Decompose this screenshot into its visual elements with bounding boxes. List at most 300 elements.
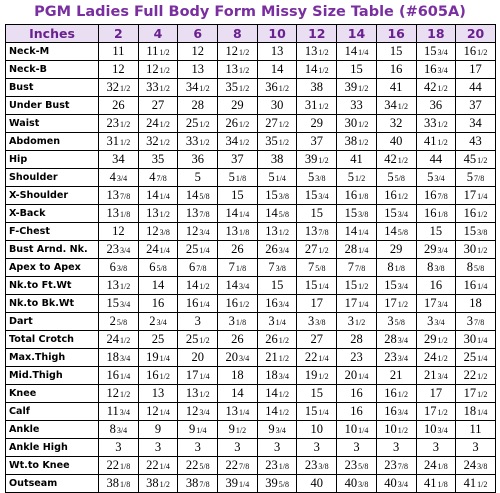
measurement-value bbox=[178, 259, 218, 277]
size-header: 12 bbox=[297, 25, 337, 43]
fraction: 1/4 bbox=[159, 354, 170, 364]
fraction: 1/2 bbox=[358, 84, 369, 94]
measurement-value bbox=[218, 331, 258, 349]
fraction: 3/8 bbox=[275, 264, 286, 274]
fraction: 1/8 bbox=[394, 264, 405, 274]
fraction: 1/2 bbox=[477, 246, 488, 256]
measurement-value bbox=[257, 151, 297, 169]
whole-number: 3 bbox=[347, 314, 354, 329]
whole-number: 40 bbox=[310, 476, 324, 491]
whole-number: 23 bbox=[106, 116, 119, 131]
measurement-value bbox=[456, 331, 496, 349]
measurement-value bbox=[416, 79, 456, 97]
whole-number: 12 bbox=[191, 44, 204, 59]
measurement-value bbox=[416, 439, 456, 457]
measurement-value bbox=[337, 61, 377, 79]
fraction: 1/2 bbox=[354, 174, 366, 184]
fraction: 1/4 bbox=[318, 408, 329, 418]
whole-number: 15 bbox=[310, 386, 324, 401]
fraction: 1/4 bbox=[159, 462, 170, 472]
fraction: 3/4 bbox=[437, 66, 448, 76]
measurement-value bbox=[99, 223, 139, 241]
measurement-value bbox=[218, 205, 258, 223]
measurement-value bbox=[257, 223, 297, 241]
whole-number: 7 bbox=[228, 260, 235, 275]
measurement-value bbox=[297, 277, 337, 295]
table-body bbox=[6, 43, 496, 493]
measurement-value bbox=[178, 169, 218, 187]
fraction: 1/4 bbox=[358, 246, 369, 256]
fraction: 1/2 bbox=[354, 318, 366, 328]
measurement-value bbox=[178, 313, 218, 331]
whole-number: 24 bbox=[146, 116, 159, 131]
measurement-value bbox=[99, 115, 139, 133]
measurement-value bbox=[138, 61, 178, 79]
measurement-value bbox=[337, 169, 377, 187]
whole-number: 38 bbox=[106, 476, 119, 491]
measurement-name: Calf bbox=[6, 403, 99, 421]
measurement-value bbox=[337, 349, 377, 367]
measurement-value bbox=[337, 457, 377, 475]
whole-number: 38 bbox=[270, 152, 284, 167]
measurement-value bbox=[178, 43, 218, 61]
whole-number: 38 bbox=[185, 476, 199, 491]
fraction: 3/4 bbox=[434, 318, 445, 328]
fraction: 1/4 bbox=[477, 354, 488, 364]
whole-number: 5 bbox=[194, 170, 201, 185]
measurement-name: Outseam bbox=[6, 475, 99, 493]
measurement-value bbox=[376, 169, 416, 187]
whole-number: 24 bbox=[423, 350, 437, 365]
whole-number: 34 bbox=[185, 80, 199, 95]
fraction: 1/4 bbox=[199, 246, 210, 256]
whole-number: 13 bbox=[106, 188, 119, 203]
whole-number: 13 bbox=[225, 404, 239, 419]
measurement-value bbox=[178, 349, 218, 367]
whole-number: 15 bbox=[350, 62, 363, 77]
fraction: 1/2 bbox=[437, 84, 448, 94]
measurement-value bbox=[257, 457, 297, 475]
measurement-value bbox=[99, 457, 139, 475]
fraction: 1/2 bbox=[119, 390, 131, 400]
whole-number: 29 bbox=[423, 242, 437, 257]
measurement-value bbox=[456, 223, 496, 241]
measurement-name: Neck-B bbox=[6, 61, 99, 79]
whole-number: 9 bbox=[188, 422, 196, 437]
fraction: 1/2 bbox=[278, 138, 289, 148]
whole-number: 10 bbox=[423, 422, 437, 437]
measurement-value bbox=[218, 259, 258, 277]
whole-number: 23 bbox=[344, 458, 358, 473]
whole-number: 21 bbox=[265, 350, 278, 365]
measurement-value bbox=[416, 97, 456, 115]
measurement-value bbox=[337, 133, 377, 151]
measurement-value bbox=[337, 79, 377, 97]
measurement-name: Apex to Apex bbox=[6, 259, 99, 277]
header-label: Inches bbox=[6, 25, 99, 43]
measurement-value bbox=[456, 295, 496, 313]
fraction: 1/2 bbox=[437, 138, 448, 148]
whole-number: 18 bbox=[463, 404, 477, 419]
fraction: 1/2 bbox=[358, 282, 369, 292]
fraction: 1/2 bbox=[437, 408, 448, 418]
measurement-value bbox=[99, 187, 139, 205]
measurement-value bbox=[178, 97, 218, 115]
measurement-value bbox=[218, 457, 258, 475]
fraction: 1/2 bbox=[397, 102, 409, 112]
fraction: 1/2 bbox=[235, 426, 247, 436]
measurement-value bbox=[178, 439, 218, 457]
measurement-value bbox=[138, 295, 178, 313]
measurement-value bbox=[297, 97, 337, 115]
fraction: 3/4 bbox=[116, 426, 128, 436]
fraction: 1/4 bbox=[358, 426, 369, 436]
whole-number: 15 bbox=[344, 206, 358, 221]
whole-number: 5 bbox=[427, 170, 434, 185]
table-row bbox=[6, 97, 496, 115]
fraction: 1/2 bbox=[397, 300, 409, 310]
fraction: 3/4 bbox=[239, 354, 250, 364]
measurement-value bbox=[257, 439, 297, 457]
measurement-value bbox=[376, 61, 416, 79]
whole-number: 31 bbox=[304, 98, 318, 113]
whole-number: 14 bbox=[225, 206, 239, 221]
measurement-value bbox=[297, 133, 337, 151]
measurement-value bbox=[376, 295, 416, 313]
whole-number: 14 bbox=[231, 386, 244, 401]
whole-number: 28 bbox=[350, 332, 363, 347]
whole-number: 45 bbox=[463, 152, 477, 167]
measurement-value bbox=[376, 367, 416, 385]
whole-number: 39 bbox=[344, 80, 358, 95]
measurement-value bbox=[138, 43, 178, 61]
size-header: 8 bbox=[218, 25, 258, 43]
whole-number: 3 bbox=[234, 440, 241, 455]
fraction: 7/8 bbox=[318, 228, 329, 238]
whole-number: 12 bbox=[185, 224, 199, 239]
measurement-name: Dart bbox=[6, 313, 99, 331]
measurement-value bbox=[218, 367, 258, 385]
fraction: 1/2 bbox=[477, 390, 488, 400]
measurement-value bbox=[257, 403, 297, 421]
whole-number: 17 bbox=[423, 404, 437, 419]
measurement-value bbox=[138, 367, 178, 385]
measurement-value bbox=[416, 295, 456, 313]
whole-number: 15 bbox=[429, 224, 443, 239]
fraction: 3/8 bbox=[159, 228, 170, 238]
measurement-value bbox=[456, 403, 496, 421]
whole-number: 3 bbox=[427, 314, 434, 329]
measurement-value bbox=[218, 61, 258, 79]
whole-number: 22 bbox=[106, 458, 119, 473]
measurement-value bbox=[297, 475, 337, 493]
fraction: 1/8 bbox=[235, 264, 247, 274]
measurement-value bbox=[416, 169, 456, 187]
measurement-value bbox=[297, 385, 337, 403]
measurement-value bbox=[376, 331, 416, 349]
whole-number: 12 bbox=[225, 44, 239, 59]
whole-number: 32 bbox=[106, 80, 119, 95]
fraction: 1/8 bbox=[437, 210, 448, 220]
measurement-value bbox=[456, 457, 496, 475]
measurement-value bbox=[416, 421, 456, 439]
measurement-value bbox=[297, 169, 337, 187]
whole-number: 18 bbox=[265, 368, 278, 383]
measurement-value bbox=[337, 295, 377, 313]
fraction: 1/4 bbox=[239, 480, 250, 490]
measurement-value bbox=[416, 151, 456, 169]
fraction: 3/4 bbox=[275, 426, 286, 436]
whole-number: 21 bbox=[423, 368, 437, 383]
fraction: 1/2 bbox=[159, 66, 170, 76]
table-row bbox=[6, 205, 496, 223]
whole-number: 25 bbox=[185, 332, 199, 347]
measurement-value bbox=[297, 439, 337, 457]
fraction: 5/8 bbox=[156, 264, 167, 274]
fraction: 1/4 bbox=[358, 372, 369, 382]
table-row bbox=[6, 457, 496, 475]
measurement-value bbox=[376, 421, 416, 439]
measurement-value bbox=[257, 115, 297, 133]
whole-number: 41 bbox=[389, 80, 403, 95]
fraction: 3/8 bbox=[116, 264, 128, 274]
measurement-value bbox=[257, 43, 297, 61]
measurement-value bbox=[297, 241, 337, 259]
measurement-value bbox=[456, 367, 496, 385]
whole-number: 3 bbox=[432, 440, 439, 455]
fraction: 1/2 bbox=[477, 48, 488, 58]
whole-number: 3 bbox=[387, 314, 394, 329]
table-row bbox=[6, 133, 496, 151]
measurement-name: Waist bbox=[6, 115, 99, 133]
whole-number: 30 bbox=[270, 98, 284, 113]
fraction: 1/2 bbox=[119, 138, 131, 148]
fraction: 1/2 bbox=[239, 120, 250, 130]
fraction: 1/2 bbox=[119, 282, 131, 292]
whole-number: 13 bbox=[146, 206, 159, 221]
whole-number: 15 bbox=[270, 278, 284, 293]
table-row bbox=[6, 475, 496, 493]
whole-number: 16 bbox=[106, 368, 119, 383]
whole-number: 26 bbox=[112, 98, 125, 113]
whole-number: 16 bbox=[423, 62, 437, 77]
measurement-value bbox=[138, 277, 178, 295]
whole-number: 23 bbox=[106, 242, 119, 257]
whole-number: 12 bbox=[146, 224, 159, 239]
fraction: 1/2 bbox=[159, 84, 170, 94]
whole-number: 38 bbox=[344, 134, 358, 149]
measurement-value bbox=[218, 349, 258, 367]
measurement-value bbox=[297, 421, 337, 439]
measurement-value bbox=[178, 367, 218, 385]
measurement-value bbox=[178, 205, 218, 223]
fraction: 1/4 bbox=[159, 192, 170, 202]
measurement-value bbox=[416, 187, 456, 205]
whole-number: 3 bbox=[393, 440, 400, 455]
measurement-value bbox=[376, 439, 416, 457]
whole-number: 15 bbox=[304, 188, 318, 203]
measurement-value bbox=[297, 259, 337, 277]
whole-number: 3 bbox=[115, 440, 122, 455]
measurement-value bbox=[99, 169, 139, 187]
fraction: 3/4 bbox=[397, 336, 409, 346]
whole-number: 14 bbox=[265, 206, 278, 221]
fraction: 5/8 bbox=[394, 318, 405, 328]
measurement-value bbox=[297, 61, 337, 79]
fraction: 5/8 bbox=[394, 174, 405, 184]
measurement-value bbox=[138, 349, 178, 367]
measurement-value bbox=[178, 277, 218, 295]
measurement-name: Under Bust bbox=[6, 97, 99, 115]
fraction: 1/2 bbox=[437, 120, 448, 130]
measurement-value bbox=[99, 349, 139, 367]
fraction: 3/8 bbox=[318, 462, 329, 472]
measurement-value bbox=[337, 151, 377, 169]
whole-number: 13 bbox=[151, 386, 165, 401]
fraction: 1/8 bbox=[437, 462, 448, 472]
measurement-value bbox=[138, 331, 178, 349]
measurement-value bbox=[456, 277, 496, 295]
measurement-value bbox=[178, 457, 218, 475]
whole-number: 28 bbox=[191, 98, 204, 113]
measurement-value bbox=[138, 403, 178, 421]
fraction: 5/8 bbox=[278, 210, 289, 220]
fraction: 3/4 bbox=[156, 318, 167, 328]
measurement-value bbox=[456, 205, 496, 223]
table-row bbox=[6, 295, 496, 313]
fraction: 1/4 bbox=[275, 174, 286, 184]
fraction: 3/4 bbox=[119, 246, 131, 256]
measurement-value bbox=[376, 79, 416, 97]
measurement-value bbox=[297, 79, 337, 97]
measurement-value bbox=[456, 313, 496, 331]
fraction: 1/4 bbox=[196, 426, 207, 436]
whole-number: 41 bbox=[350, 152, 363, 167]
fraction: 7/8 bbox=[239, 462, 250, 472]
whole-number: 33 bbox=[423, 116, 437, 131]
measurement-value bbox=[178, 475, 218, 493]
fraction: 3/4 bbox=[119, 354, 131, 364]
measurement-value bbox=[178, 61, 218, 79]
whole-number: 16 bbox=[463, 278, 477, 293]
measurement-value bbox=[218, 421, 258, 439]
whole-number: 34 bbox=[469, 116, 482, 131]
whole-number: 27 bbox=[265, 116, 278, 131]
whole-number: 8 bbox=[427, 260, 434, 275]
whole-number: 41 bbox=[463, 476, 477, 491]
whole-number: 25 bbox=[151, 332, 165, 347]
whole-number: 5 bbox=[308, 170, 315, 185]
whole-number: 34 bbox=[225, 134, 239, 149]
whole-number: 13 bbox=[225, 62, 239, 77]
whole-number: 22 bbox=[225, 458, 239, 473]
fraction: 3/8 bbox=[477, 228, 488, 238]
whole-number: 36 bbox=[429, 98, 443, 113]
whole-number: 32 bbox=[389, 116, 403, 131]
whole-number: 37 bbox=[231, 152, 244, 167]
measurement-value bbox=[376, 277, 416, 295]
whole-number: 15 bbox=[384, 278, 397, 293]
measurement-value bbox=[456, 475, 496, 493]
whole-number: 28 bbox=[344, 242, 358, 257]
fraction: 1/4 bbox=[477, 192, 488, 202]
measurement-value bbox=[416, 475, 456, 493]
measurement-value bbox=[99, 79, 139, 97]
whole-number: 16 bbox=[350, 404, 363, 419]
measurement-name: Mid.Thigh bbox=[6, 367, 99, 385]
fraction: 1/8 bbox=[437, 480, 448, 490]
table-row bbox=[6, 385, 496, 403]
fraction: 1/2 bbox=[159, 48, 170, 58]
measurement-value bbox=[416, 133, 456, 151]
measurement-value bbox=[416, 457, 456, 475]
measurement-value bbox=[297, 349, 337, 367]
measurement-value bbox=[218, 223, 258, 241]
fraction: 3/4 bbox=[437, 300, 448, 310]
whole-number: 10 bbox=[344, 422, 358, 437]
whole-number: 14 bbox=[146, 188, 159, 203]
fraction: 1/2 bbox=[239, 84, 250, 94]
measurement-value bbox=[138, 205, 178, 223]
whole-number: 24 bbox=[106, 332, 119, 347]
measurement-value bbox=[456, 115, 496, 133]
whole-number: 17 bbox=[185, 368, 199, 383]
measurement-value bbox=[218, 295, 258, 313]
size-header: 4 bbox=[138, 25, 178, 43]
whole-number: 30 bbox=[463, 242, 477, 257]
whole-number: 41 bbox=[423, 134, 437, 149]
size-header: 18 bbox=[416, 25, 456, 43]
measurement-value bbox=[178, 133, 218, 151]
measurement-value bbox=[376, 187, 416, 205]
whole-number: 14 bbox=[151, 278, 165, 293]
fraction: 1/2 bbox=[397, 426, 409, 436]
whole-number: 3 bbox=[154, 440, 162, 455]
whole-number: 26 bbox=[231, 242, 244, 257]
fraction: 3/4 bbox=[437, 246, 448, 256]
whole-number: 35 bbox=[225, 80, 239, 95]
measurement-value bbox=[257, 79, 297, 97]
fraction: 7/8 bbox=[199, 480, 210, 490]
measurement-value bbox=[456, 349, 496, 367]
measurement-value bbox=[99, 295, 139, 313]
size-header: 2 bbox=[99, 25, 139, 43]
measurement-value bbox=[218, 385, 258, 403]
measurement-value bbox=[456, 259, 496, 277]
fraction: 1/2 bbox=[477, 372, 488, 382]
measurement-name: Wt.to Knee bbox=[6, 457, 99, 475]
whole-number: 5 bbox=[268, 170, 275, 185]
fraction: 3/4 bbox=[119, 300, 131, 310]
fraction: 1/2 bbox=[318, 156, 329, 166]
whole-number: 43 bbox=[469, 134, 482, 149]
whole-number: 7 bbox=[347, 260, 354, 275]
measurement-value bbox=[456, 187, 496, 205]
whole-number: 12 bbox=[112, 62, 125, 77]
whole-number: 13 bbox=[270, 44, 284, 59]
measurement-value bbox=[257, 295, 297, 313]
measurement-value bbox=[257, 349, 297, 367]
whole-number: 8 bbox=[387, 260, 394, 275]
fraction: 5/8 bbox=[358, 462, 369, 472]
measurement-value bbox=[99, 385, 139, 403]
table-row bbox=[6, 43, 496, 61]
whole-number: 39 bbox=[304, 152, 318, 167]
measurement-value bbox=[138, 223, 178, 241]
measurement-name: Total Crotch bbox=[6, 331, 99, 349]
fraction: 1/2 bbox=[397, 390, 409, 400]
whole-number: 29 bbox=[231, 98, 244, 113]
